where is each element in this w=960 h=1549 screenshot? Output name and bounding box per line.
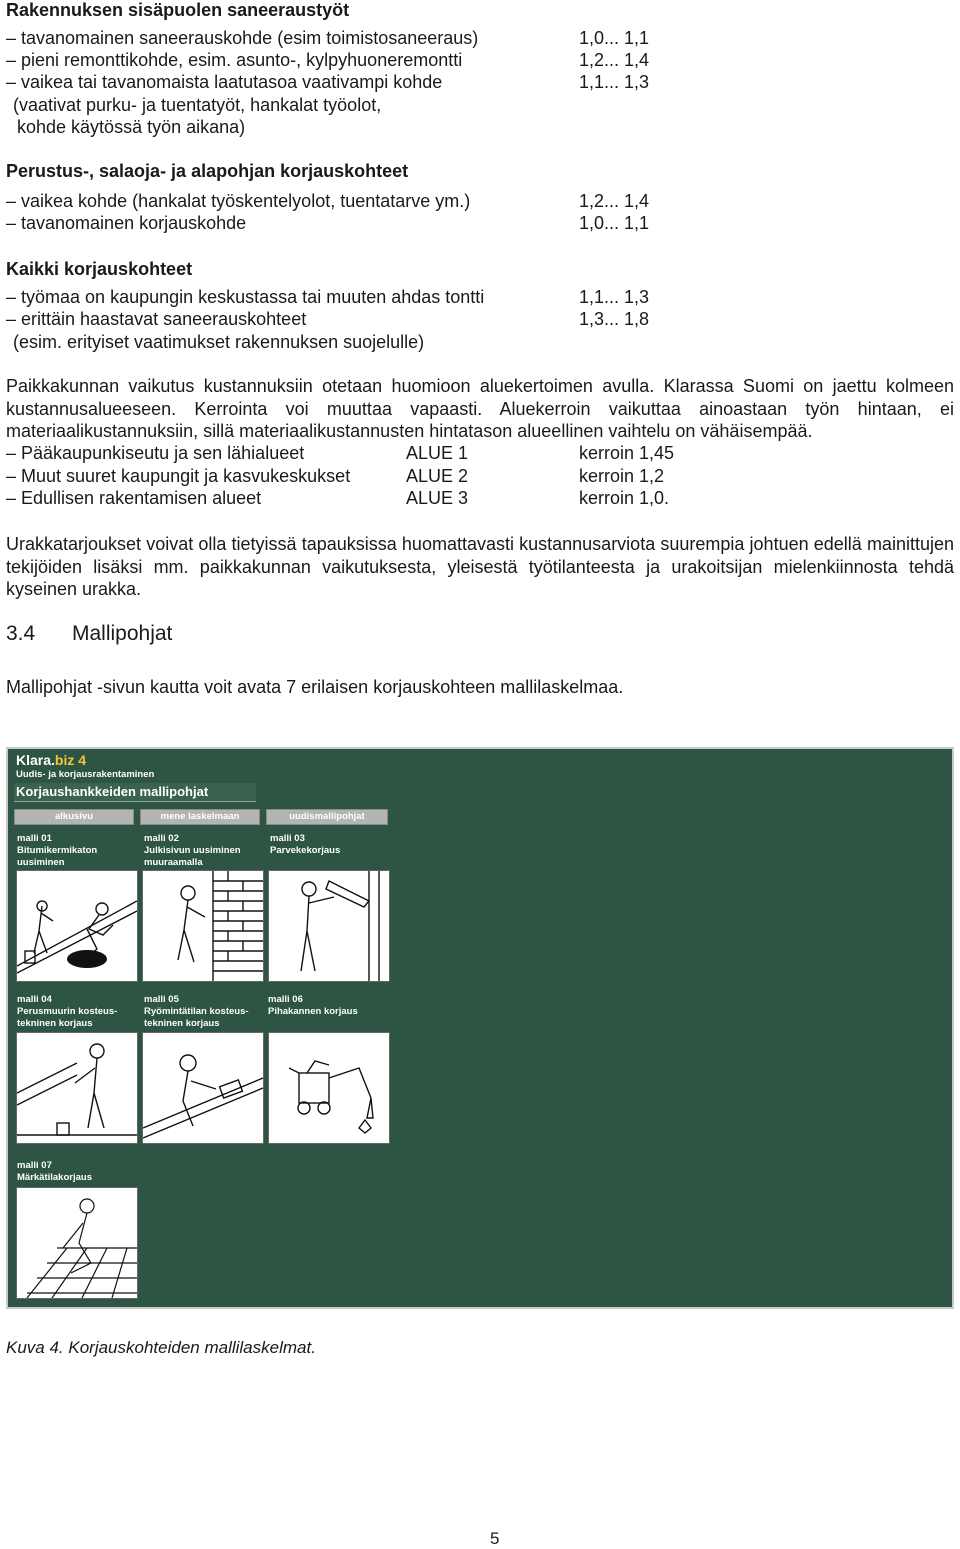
region-factor: kerroin 1,45 — [579, 443, 675, 463]
section-number: 3.4 — [6, 622, 36, 645]
model-thumb-01[interactable] — [16, 870, 138, 982]
skid-loader-icon — [269, 1033, 389, 1143]
list-item-value: 1,0... 1,1 — [579, 213, 650, 233]
list-item-label: – vaikea tai tavanomaista laatutasoa vaativampi kohde — [6, 72, 443, 92]
list-item-value: 1,1... 1,3 — [579, 72, 650, 92]
region-name: – Muut suuret kaupungit ja kasvukeskukset — [6, 466, 351, 486]
list-item-label: – pieni remonttikohde, esim. asunto-, kylpyhuoneremontti — [6, 50, 463, 70]
model-thumb-04[interactable] — [16, 1032, 138, 1144]
model-thumb-02[interactable] — [142, 870, 264, 982]
section-title-foundation: Perustus-, salaoja- ja alapohjan korjauskohteet — [6, 161, 409, 181]
list-item-value: 1,2... 1,4 — [579, 191, 650, 211]
paragraph-tenders: Urakkatarjoukset voivat olla tietyissä tapauksissa huomattavasti kustannusarviota suurempia johtuen edellä mainittujen tekijöiden lisäksi mm. paikkakunnan vaikutuksesta, yleisestä työtilanteesta ja urakoitsijan mielenkiinnosta tehdä kyseinen urakka. — [6, 534, 954, 599]
foundation-worker-icon — [17, 1033, 137, 1143]
region-factor: kerroin 1,2 — [579, 466, 665, 486]
list-item-note: (vaativat purku- ja tuentatyöt, hankalat työolot, — [13, 95, 382, 115]
page-number: 5 — [490, 1529, 500, 1548]
figure-caption: Kuva 4. Korjauskohteiden mallilaskelmat. — [6, 1338, 316, 1357]
balcony-worker-icon — [269, 871, 389, 981]
region-area: ALUE 1 — [406, 443, 469, 463]
model-label-07: malli 07 Märkätilakorjaus — [17, 1160, 92, 1183]
section-title-all: Kaikki korjauskohteet — [6, 259, 193, 279]
list-item-note: kohde käytössä työn aikana) — [17, 117, 246, 137]
region-name: – Pääkaupunkiseutu ja sen lähialueet — [6, 443, 305, 463]
paragraph-region-factor: Paikkakunnan vaikutus kustannuksiin otetaan huomioon aluekertoimen avulla. Klarassa Suomi on jaettu kolmeen kustannusalueeseen. Kerrointa voi muuttaa vapaasti. Aluekerroin vaikuttaa ainoastaan työn hintaan, ei materiaalikustannuksiin, sillä materiaalikustannusten hintatason alueellinen vaihtelu on vähäisempää. — [6, 376, 954, 441]
region-factor: kerroin 1,0. — [579, 488, 670, 508]
model-label-05: malli 05 Ryömintätilan kosteus- tekninen korjaus — [144, 994, 249, 1029]
model-label-04: malli 04 Perusmuurin kosteus- tekninen korjaus — [17, 994, 118, 1029]
nav-new-templates-button[interactable]: uudismallipohjat — [266, 809, 388, 825]
nav-calculation-button[interactable]: mene laskelmaan — [140, 809, 260, 825]
list-item-value: 1,2... 1,4 — [579, 50, 650, 70]
model-thumb-05[interactable] — [142, 1032, 264, 1144]
model-label-06: malli 06 Pihakannen korjaus — [268, 994, 358, 1017]
section-title-interior: Rakennuksen sisäpuolen saneeraustyöt — [6, 0, 350, 20]
list-item-label: – tavanomainen korjauskohde — [6, 213, 247, 233]
list-item-value: 1,0... 1,1 — [579, 28, 650, 48]
region-area: ALUE 2 — [406, 466, 469, 486]
roofing-worker-icon — [17, 871, 137, 981]
list-item-value: 1,3... 1,8 — [579, 309, 650, 329]
paragraph-templates: Mallipohjat -sivun kautta voit avata 7 erilaisen korjauskohteen mallilaskelmaa. — [6, 677, 624, 697]
model-thumb-03[interactable] — [268, 870, 390, 982]
klara-logo: Klara.biz 4 — [16, 752, 87, 768]
list-item-value: 1,1... 1,3 — [579, 287, 650, 307]
section-heading: Mallipohjat — [72, 622, 173, 645]
model-thumb-07[interactable] — [16, 1187, 138, 1299]
list-item-label: – tavanomainen saneerauskohde (esim toimistosaneeraus) — [6, 28, 479, 48]
klara-screenshot — [6, 747, 954, 1309]
page-title: Korjaushankkeiden mallipohjat — [16, 784, 209, 799]
region-area: ALUE 3 — [406, 488, 469, 508]
tiler-icon — [17, 1188, 137, 1298]
model-label-02: malli 02 Julkisivun uusiminen muuraamalla — [144, 833, 241, 868]
crawlspace-worker-icon — [143, 1033, 263, 1143]
list-item-note: (esim. erityiset vaatimukset rakennuksen suojelulle) — [13, 332, 425, 352]
nav-home-button[interactable]: alkusivu — [14, 809, 134, 825]
list-item-label: – erittäin haastavat saneerauskohteet — [6, 309, 307, 329]
list-item-label: – työmaa on kaupungin keskustassa tai muuten ahdas tontti — [6, 287, 485, 307]
model-label-03: malli 03 Parvekekorjaus — [270, 833, 341, 856]
model-thumb-06[interactable] — [268, 1032, 390, 1144]
klara-subtitle: Uudis- ja korjausrakentaminen — [16, 769, 155, 780]
bricklayer-icon — [143, 871, 263, 981]
region-name: – Edullisen rakentamisen alueet — [6, 488, 262, 508]
list-item-label: – vaikea kohde (hankalat työskentelyolot, tuentatarve ym.) — [6, 191, 471, 211]
model-label-01: malli 01 Bitumikermikaton uusiminen — [17, 833, 98, 868]
